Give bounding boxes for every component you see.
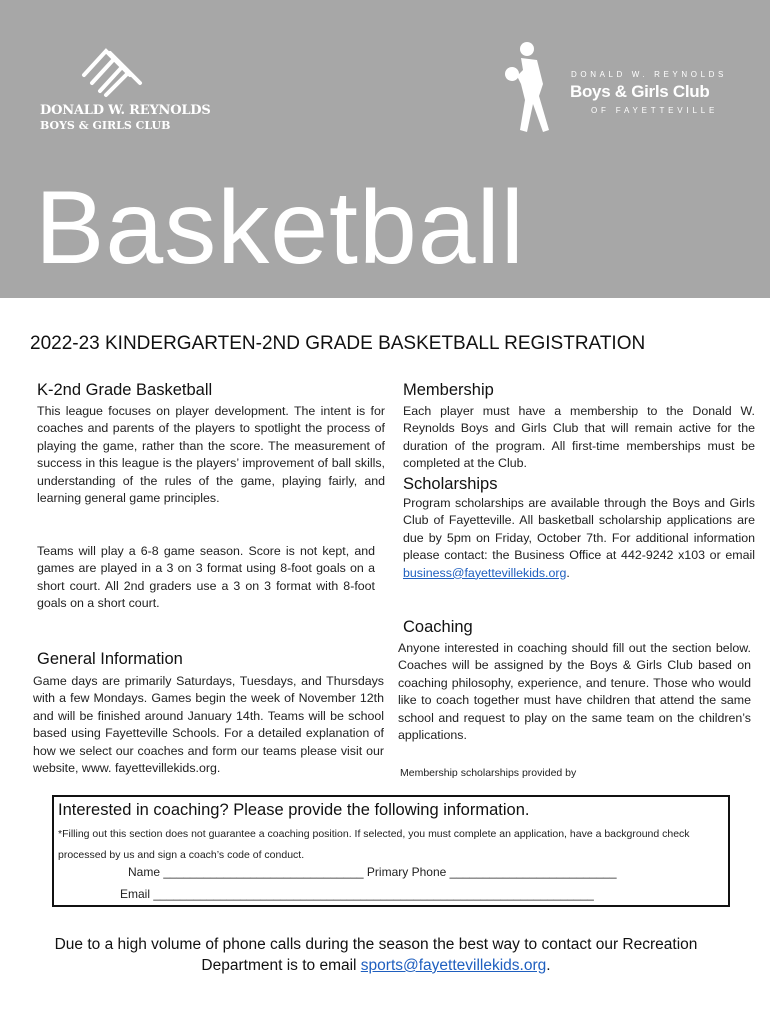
primary-phone-label: Primary Phone	[366, 865, 447, 879]
right-logo-top: DONALD W. REYNOLDS	[571, 70, 727, 79]
club-emblem-icon	[76, 45, 148, 103]
email-field[interactable]: __________________________________________________________________	[153, 887, 594, 901]
contact-statement	[20, 934, 732, 976]
scholarships-heading: Scholarships	[403, 475, 498, 493]
name-phone-row	[128, 865, 617, 879]
email-row	[120, 887, 594, 901]
k2-heading: K-2nd Grade Basketball	[37, 381, 213, 399]
sports-email-link[interactable]: sports@fayettevillekids.org	[360, 957, 547, 974]
membership-body: Each player must have a membership to the Donald W. Reynolds Boys and Girls Club that will remain active for the duration of the program. All first-time memberships must be completed at the Club.	[403, 404, 755, 471]
email-label: Email	[120, 887, 151, 901]
left-logo-line1: DONALD W. REYNOLDS	[40, 103, 211, 118]
right-logo-name: Boys & Girls Club	[570, 82, 710, 101]
club-logo-left	[38, 45, 211, 135]
scholarships-body	[403, 495, 755, 582]
contact-text: Due to a high volume of phone calls during the season the best way to contact our Recreation Department is to email	[54, 936, 698, 974]
general-info-heading: General Information	[37, 650, 183, 668]
name-field[interactable]: ______________________________	[163, 865, 364, 879]
scholarships-text: Program scholarships are available through the Boys and Girls Club of Fayetteville. All basketball scholarship applications are due by 5pm on Friday, October 7th. For additional information please contact: the Business Office at 442-9242 x103 or email	[403, 496, 755, 563]
coaching-heading: Coaching	[403, 618, 473, 636]
coaching-form-box	[52, 795, 730, 907]
club-logo-right	[505, 40, 725, 140]
coaching-form-heading: Interested in coaching? Please provide the following information.	[58, 801, 530, 819]
coaching-body: Anyone interested in coaching should fill out the section below. Coaches will be assigned by the Boys & Girls Club based on coaching philosophy, experience, and tenure. Those who would like to coach together must have children that attend the same school and request to play on the same team on the children’s applications.	[398, 641, 751, 743]
header-banner	[0, 0, 770, 298]
k2-paragraph-1: This league focuses on player development. The intent is for coaches and parents of the players to spotlight the process of playing the game, rather than the score. The measurement of success in this league is the players’ improvement of ball skills, understanding of the rules of the game, playing fairly, and learning general game principles.	[37, 404, 385, 506]
page-title: Basketball	[35, 170, 525, 286]
left-logo-line2: BOYS & GIRLS CLUB	[40, 119, 171, 132]
business-email-link[interactable]: business@fayettevillekids.org	[403, 565, 567, 580]
scholarships-end: .	[566, 565, 570, 580]
general-info-body: Game days are primarily Saturdays, Tuesdays, and Thursdays with a few Mondays. Games begin the week of November 12th and will be finished around January 14th. Teams will be school based using Fayetteville Schools. For a detailed explanation of how we select our coaches and form our teams please visit our website, www. fayettevillekids.org.	[33, 674, 384, 776]
basketball-player-icon	[505, 40, 557, 140]
contact-end: .	[546, 957, 551, 974]
right-logo-bottom: OF FAYETTEVILLE	[591, 106, 719, 115]
coaching-form-note: *Filling out this section does not guarantee a coaching position. If selected, you must complete an application, have a background check processed by us and sign a coach’s code of conduct.	[58, 828, 690, 861]
registration-title: 2022-23 KINDERGARTEN-2ND GRADE BASKETBALL REGISTRATION	[30, 333, 646, 354]
k2-paragraph-2: Teams will play a 6-8 game season. Score is not kept, and games are played in a 3 on 3 format using 8-foot goals on a short court. All 2nd graders use a 3 on 3 format with 8-foot goals on a short court.	[37, 544, 375, 611]
membership-scholarship-note: Membership scholarships provided by	[400, 767, 577, 779]
name-label: Name	[128, 865, 161, 879]
primary-phone-field[interactable]: _________________________	[449, 865, 617, 879]
membership-heading: Membership	[403, 381, 494, 399]
